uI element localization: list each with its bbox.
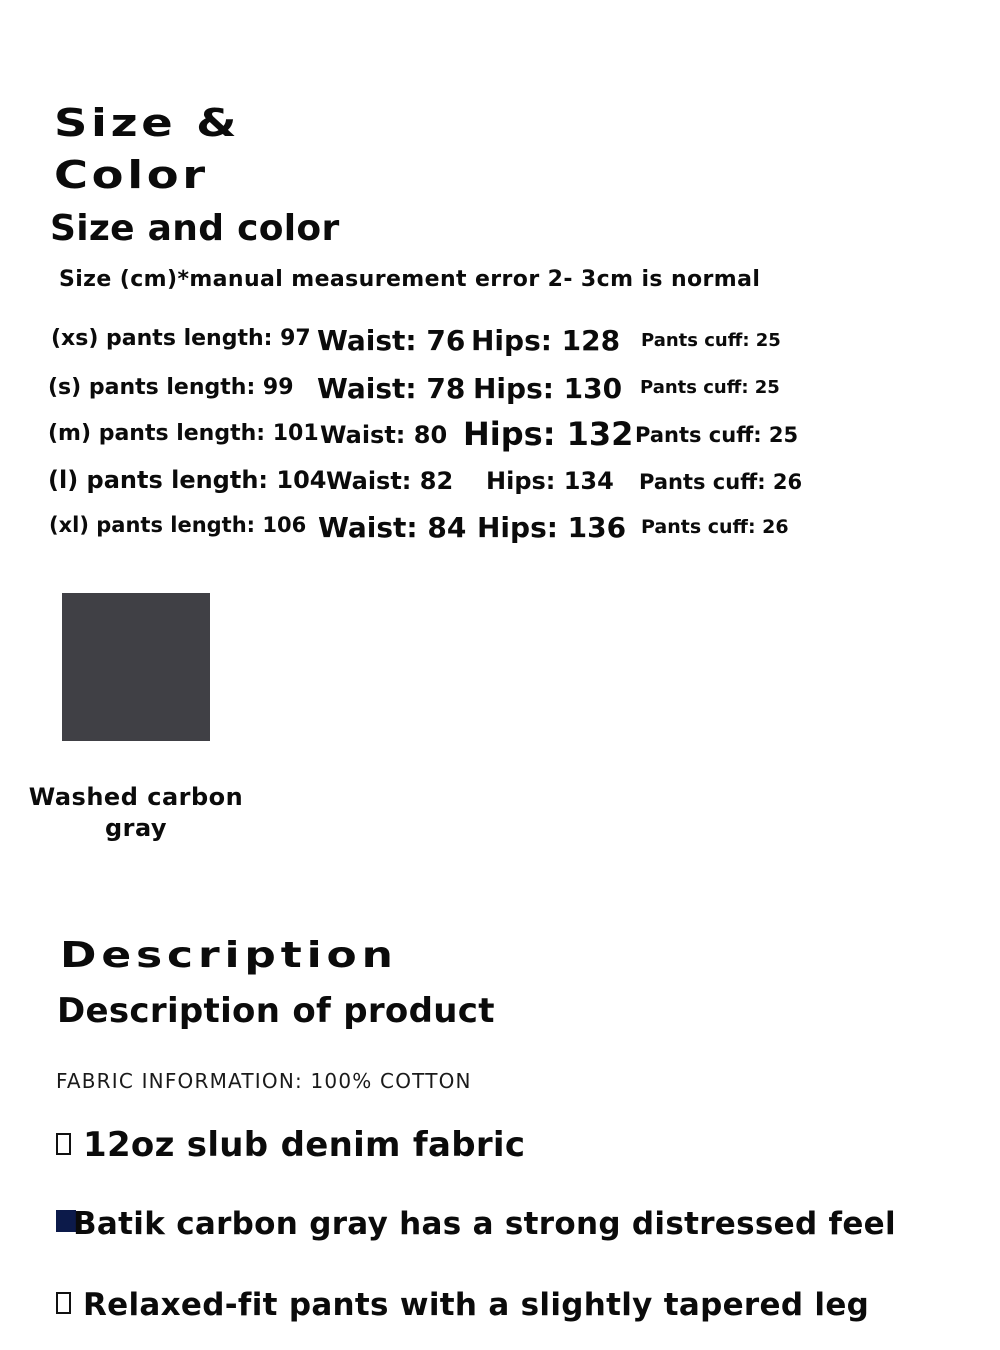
size-xs-waist: Waist: 76 — [317, 324, 466, 357]
size-color-heading: Size & Color — [54, 101, 241, 197]
feature-item — [56, 1287, 869, 1323]
size-l-hips: Hips: 134 — [486, 467, 614, 495]
size-l-length: (l) pants length: 104 — [48, 466, 327, 494]
size-m-hips: Hips: 132 — [463, 415, 634, 453]
feature-text: 12oz slub denim fabric — [83, 1125, 526, 1165]
size-l-waist: Waist: 82 — [326, 467, 454, 495]
measurement-note: Size (cm)*manual measurement error 2- 3cm is normal — [59, 267, 761, 292]
feature-item — [56, 1125, 525, 1165]
feature-item — [56, 1206, 896, 1242]
size-m-length: (m) pants length: 101 — [48, 421, 319, 446]
size-xl-cuff: Pants cuff: 26 — [641, 516, 789, 538]
feature-text: Batik carbon gray has a strong distressed feel — [73, 1206, 896, 1242]
fabric-information: FABRIC INFORMATION: 100% COTTON — [56, 1069, 472, 1093]
size-xs-length: (xs) pants length: 97 — [51, 326, 311, 351]
description-heading: Description — [60, 935, 398, 976]
color-swatch[interactable] — [62, 593, 210, 741]
size-xl-length: (xl) pants length: 106 — [49, 513, 307, 537]
size-l-cuff: Pants cuff: 26 — [639, 470, 803, 494]
size-xs-hips: Hips: 128 — [471, 324, 621, 357]
box-icon — [56, 1133, 71, 1155]
feature-text: Relaxed-fit pants with a slightly tapered leg — [83, 1287, 870, 1323]
description-subheading: Description of product — [57, 991, 495, 1031]
size-s-hips: Hips: 130 — [473, 372, 623, 405]
size-s-cuff: Pants cuff: 25 — [640, 377, 780, 398]
size-s-waist: Waist: 78 — [317, 372, 466, 405]
size-xs-cuff: Pants cuff: 25 — [641, 330, 781, 351]
size-color-subheading: Size and color — [50, 208, 340, 249]
color-swatch-label: Washed carbon gray — [28, 783, 244, 842]
box-icon — [56, 1292, 71, 1314]
size-xl-hips: Hips: 136 — [477, 511, 627, 544]
size-m-waist: Waist: 80 — [320, 421, 448, 449]
size-m-cuff: Pants cuff: 25 — [635, 423, 799, 447]
size-xl-waist: Waist: 84 — [318, 511, 467, 544]
size-s-length: (s) pants length: 99 — [48, 375, 294, 400]
